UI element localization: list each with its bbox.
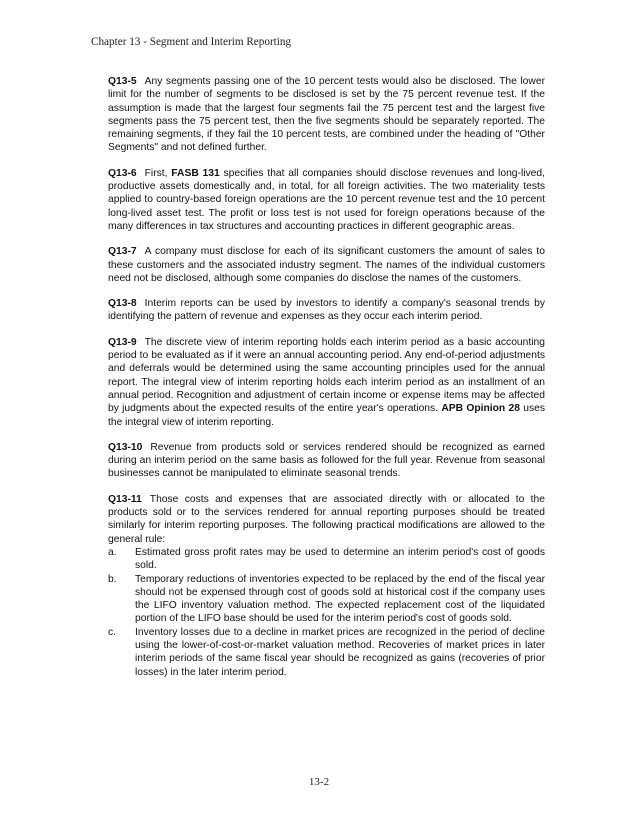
answer-q13-9 bbox=[108, 336, 545, 429]
apb-reference: APB Opinion 28 bbox=[441, 403, 520, 415]
list-marker: b. bbox=[108, 573, 117, 585]
list-item bbox=[108, 546, 545, 573]
answer-q13-6 bbox=[108, 167, 545, 233]
list-item bbox=[108, 573, 545, 626]
list-item-text: Inventory losses due to a decline in market prices are recognized in the period of decline using the lower-of-cost-or-market valuation method. Recoveries of market prices in later interim periods of the same fiscal year should be recognized as gains (recoveries of prior losses) in the later interim period. bbox=[135, 626, 545, 678]
answer-text: Interim reports can be used by investors to identify a company's seasonal trends by identifying the pattern of revenue and expenses as they occur each interim period. bbox=[108, 298, 545, 323]
answer-text: Revenue from products sold or services rendered should be recognized as earned during an interim period on the same basis as followed for the full year. Revenue from seasonal businesses cannot be manipulated to eliminate seasonal trends. bbox=[108, 441, 545, 480]
answer-text: Those costs and expenses that are associated directly with or allocated to the products sold or to the services rendered for annual reporting purposes should be treated similarly for interim reporting purposes. The following practical modifications are allowed to the general rule: bbox=[108, 493, 545, 545]
answer-q13-8 bbox=[108, 297, 545, 324]
answer-text: Any segments passing one of the 10 percent tests would also be disclosed. The lower limit for the number of segments to be disclosed is set by the 75 percent revenue test. If the assumption is made that the largest four segments fail the 75 percent test and the largest five segments pass the 75 percent test, then the five segments should be separately reported. The remaining segments, if they fail the 10 percent tests, are combined under the heading of "Other Segments" and not defined further. bbox=[108, 76, 545, 154]
question-label: Q13-9 bbox=[108, 336, 137, 348]
answer-intro bbox=[108, 493, 545, 546]
answer-text: The discrete view of interim reporting holds each interim period as a basic accounting period to be evaluated as if it were an annual accounting period. Any end-of-period adjustments and deferrals would be determined using the same accounting principles used for the annual report. The integral view of interim reporting holds each interim period as an installment of an annual period. Recognition and adjustment of certain income or expense items may be affected by judgments about the expected results of the entire year's operations. bbox=[108, 336, 545, 415]
list-item bbox=[108, 626, 545, 679]
question-label: Q13-7 bbox=[108, 246, 137, 258]
answer-q13-7 bbox=[108, 245, 545, 285]
question-label: Q13-5 bbox=[108, 76, 137, 87]
answer-text: specifies that all companies should disclose revenues and long-lived, productive assets domestically and, in total, for all foreign activities. The two materiality tests applied to country-based foreign operations are the 10 percent revenue test and the 10 percent long-lived asset test. The profit or loss test is not used for foreign operations because of the many differences in tax structures and accounting practices in different geographic areas. bbox=[108, 167, 545, 232]
answer-q13-11 bbox=[108, 493, 545, 679]
question-label: Q13-8 bbox=[108, 298, 137, 310]
question-label: Q13-6 bbox=[108, 167, 137, 179]
list-item-text: Estimated gross profit rates may be used to determine an interim period's cost of goods sold. bbox=[135, 546, 545, 572]
answer-q13-10 bbox=[108, 441, 545, 481]
answer-text: uses the integral view of interim reporting. bbox=[108, 403, 545, 428]
document-body bbox=[108, 75, 545, 691]
question-label: Q13-10 bbox=[108, 441, 143, 453]
list-item-text: Temporary reductions of inventories expected to be replaced by the end of the fiscal year should not be expensed through cost of goods sold at historical cost if the company uses the LIFO inventory valuation method. The expected replacement cost of the liquidated portion of the LIFO base should be used for the interim period's cost of goods sold. bbox=[135, 573, 545, 625]
list-marker: a. bbox=[108, 546, 117, 558]
answer-text: First, bbox=[144, 167, 168, 179]
page-number: 13-2 bbox=[308, 776, 330, 788]
answer-q13-5 bbox=[108, 75, 545, 155]
page-header: Chapter 13 - Segment and Interim Reporting bbox=[91, 36, 292, 48]
fasb-reference: FASB 131 bbox=[171, 167, 220, 179]
answer-text: A company must disclose for each of its significant customers the amount of sales to these customers and the associated industry segment. The names of the individual customers need not be disclosed, although some companies do disclose the names of the customers. bbox=[108, 246, 545, 284]
question-label: Q13-11 bbox=[108, 493, 142, 505]
list-marker: c. bbox=[108, 626, 117, 638]
modification-list bbox=[108, 546, 545, 679]
